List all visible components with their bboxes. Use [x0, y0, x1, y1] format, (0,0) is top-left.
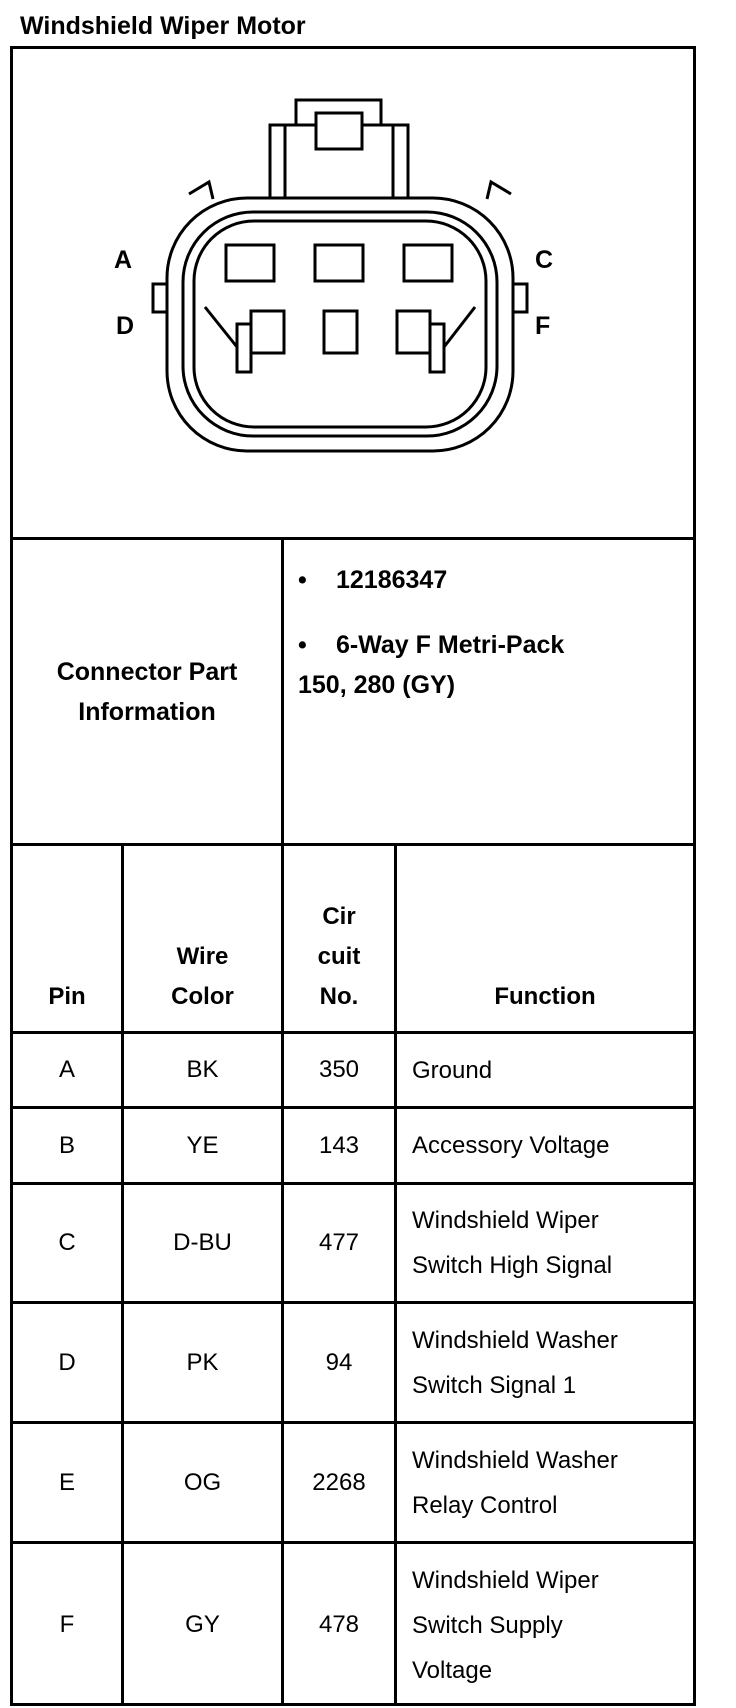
part-number: 12186347: [336, 566, 448, 594]
table-cell-wire-color: GY: [185, 1611, 220, 1638]
table-cell-pin: B: [58, 1131, 75, 1159]
table-cell-pin: C: [58, 1229, 76, 1256]
header-circuit-number: Cir cuit No.: [317, 903, 361, 1010]
header-function: Function: [494, 983, 596, 1010]
connector-diagram: [13, 49, 693, 538]
table-cell-wire-color: YE: [186, 1131, 219, 1159]
connector-face-drawing: [13, 49, 693, 538]
table-cell-wire-color: BK: [186, 1056, 219, 1083]
pin-label-a: A: [114, 246, 133, 274]
table-cell-function: Ground: [412, 1056, 493, 1084]
table-cell-circuit: 478: [318, 1611, 360, 1638]
table-cell-function: Accessory Voltage: [412, 1132, 610, 1159]
list-item: • 6-Way F Metri-Pack 150, 280 (GY): [298, 631, 565, 699]
header-pin: Pin: [48, 983, 86, 1010]
table-cell-function: Windshield Washer Relay Control: [412, 1446, 618, 1519]
table-cell-circuit: 350: [318, 1056, 360, 1083]
connector-info-list: [298, 560, 618, 730]
pin-label-c: C: [535, 246, 554, 274]
pin-label-d: D: [116, 312, 135, 340]
table-cell-circuit: 2268: [312, 1468, 366, 1496]
list-item: • 12186347: [298, 566, 448, 594]
table-cell-function: Windshield Wiper Switch Supply Voltage: [412, 1566, 599, 1684]
table-cell-wire-color: OG: [183, 1468, 222, 1496]
table-cell-pin: D: [58, 1348, 76, 1376]
table-cell-circuit: 94: [325, 1348, 353, 1376]
table-cell-pin: A: [58, 1056, 75, 1083]
table-cell-function: Windshield Washer Switch Signal 1: [412, 1326, 618, 1399]
table-cell-wire-color: PK: [186, 1348, 219, 1376]
connector-info-label: Connector Part Information: [56, 657, 238, 726]
table-cell-pin: E: [58, 1468, 75, 1496]
table-cell-circuit: 477: [318, 1229, 360, 1256]
table-cell-wire-color: D-BU: [173, 1229, 232, 1256]
page-title: Windshield Wiper Motor: [20, 12, 306, 40]
table-cell-circuit: 143: [318, 1131, 360, 1159]
header-wire-color: Wire Color: [171, 943, 234, 1010]
table-cell-pin: F: [59, 1611, 75, 1638]
connector-description: 6-Way F Metri-Pack 150, 280 (GY): [298, 631, 565, 699]
pin-label-f: F: [535, 312, 551, 340]
table-cell-function: Windshield Wiper Switch High Signal: [412, 1207, 613, 1279]
